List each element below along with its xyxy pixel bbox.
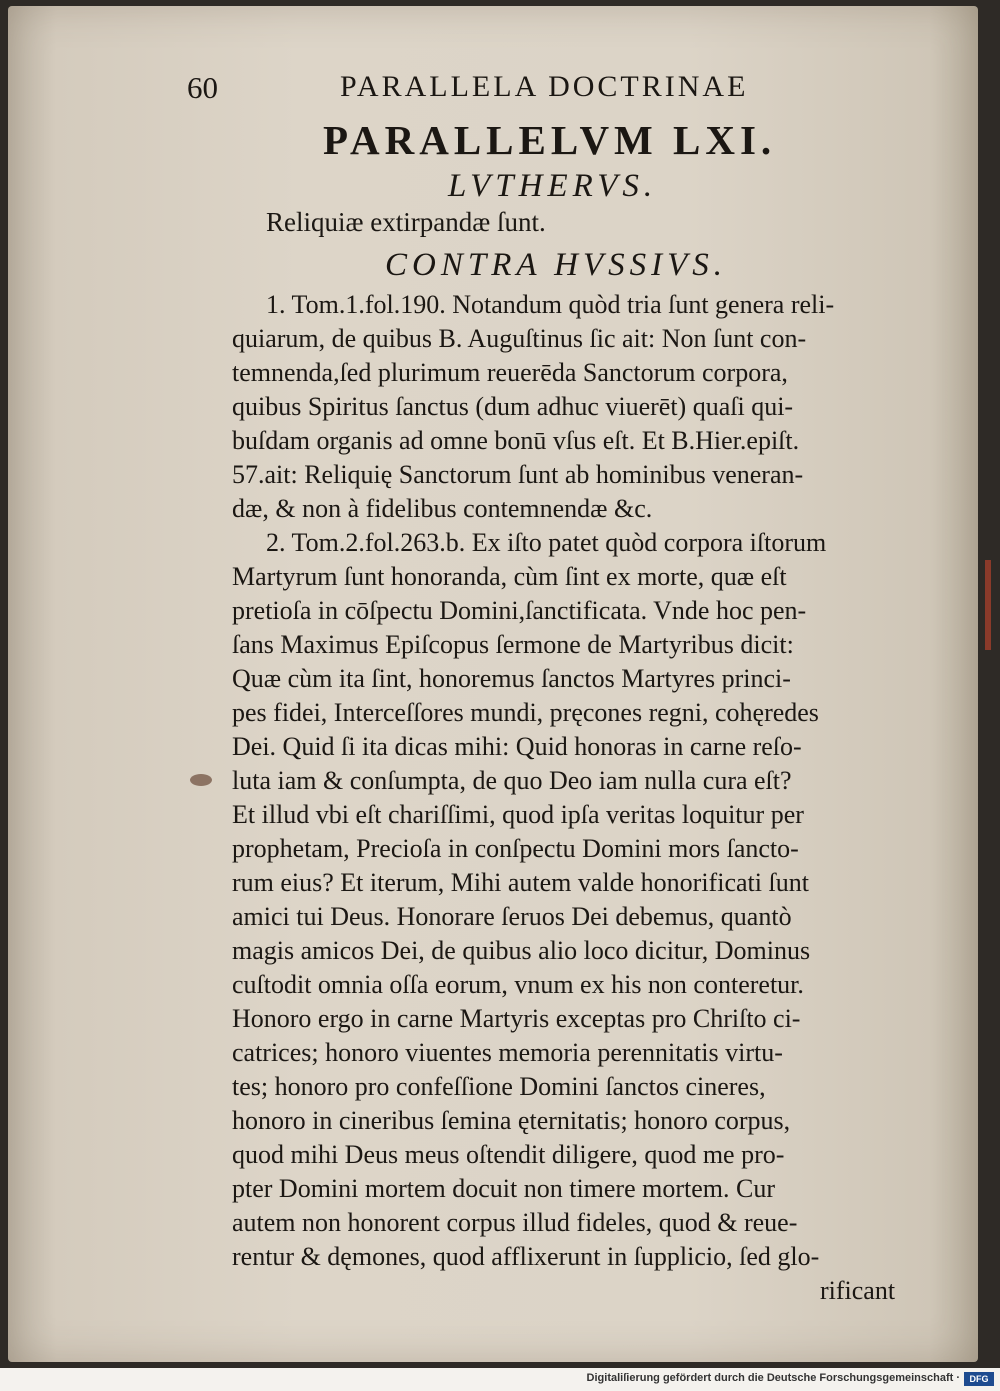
running-head: PARALLELA DOCTRINAE: [340, 70, 749, 103]
body-line: prophetam, Precioſa in conſpectu Domini mors ſancto-: [232, 834, 799, 863]
catchword: rificant: [820, 1276, 896, 1305]
body-line: catrices; honoro viuentes memoria perennitatis virtu-: [232, 1038, 783, 1067]
body-line: temnenda,ſed plurimum reuerēda Sanctorum corpora,: [232, 358, 788, 387]
body-line: Et illud vbi eſt chariſſimi, quod ipſa veritas loquitur per: [232, 800, 804, 829]
body-line: pes fidei, Interceſſores mundi, pręcones regni, cohęredes: [232, 698, 819, 727]
body-line: pter Domini mortem docuit non timere mortem. Cur: [232, 1174, 776, 1203]
section-title: PARALLELVM LXI.: [323, 117, 777, 163]
body-line: amici tui Deus. Honorare ſeruos Dei debemus, quantò: [232, 902, 792, 931]
body-line: quod mihi Deus meus oſtendit diligere, quod me pro-: [232, 1140, 785, 1169]
thesis-line: Reliquiæ extirpandæ ſunt.: [266, 207, 546, 237]
body-line: rum eius? Et iterum, Mihi autem valde honorificati ſunt: [232, 868, 809, 897]
contra-heading: CONTRA HVSSIVS.: [385, 247, 728, 283]
body-line: pretioſa in cōſpectu Domini,ſanctificata. Vnde hoc pen-: [232, 596, 807, 625]
digitization-footer: [0, 1368, 1000, 1391]
body-line: Martyrum ſunt honoranda, cùm ſint ex morte, quæ eſt: [232, 562, 787, 591]
body-line: 1. Tom.1.fol.190. Notandum quòd tria ſunt genera reli-: [266, 290, 835, 319]
body-line: honoro in cineribus ſemina ęternitatis; honoro corpus,: [232, 1106, 791, 1135]
dfg-logo: DFG: [964, 1372, 994, 1386]
body-line: rentur & dęmones, quod afflixerunt in ſupplicio, ſed glo-: [232, 1242, 820, 1271]
body-line: Quæ cùm ita ſint, honoremus ſanctos Martyres princi-: [232, 664, 791, 693]
body-line: Honoro ergo in carne Martyris exceptas pro Chriſto ci-: [232, 1004, 801, 1033]
body-line: quiarum, de quibus B. Auguſtinus ſic ait: Non ſunt con-: [232, 324, 807, 353]
body-line: 57.ait: Reliquię Sanctorum ſunt ab hominibus veneran-: [232, 460, 804, 489]
body-line: Dei. Quid ſi ita dicas mihi: Quid honoras in carne reſo-: [232, 732, 802, 761]
author-heading: LVTHERVS.: [448, 168, 658, 204]
body-line: luta iam & conſumpta, de quo Deo iam nulla cura eſt?: [232, 766, 792, 795]
body-line: autem non honorent corpus illud fideles, quod & reue-: [232, 1208, 798, 1237]
page-edge-tab: [985, 560, 991, 650]
body-line: dæ, & non à fidelibus contemnendæ &c.: [232, 494, 653, 523]
body-line: ſans Maximus Epiſcopus ſermone de Martyribus dicit:: [232, 630, 794, 659]
body-line: magis amicos Dei, de quibus alio loco dicitur, Dominus: [232, 936, 811, 965]
body-line: quibus Spiritus ſanctus (dum adhuc viuerēt) quaſi qui-: [232, 392, 794, 421]
page-number: 60: [187, 70, 218, 105]
funding-credit: Digitaliſierung gefördert durch die Deutsche Forschungsgemeinschaft ·: [586, 1372, 960, 1384]
body-line: cuſtodit omnia oſſa eorum, vnum ex his non conteretur.: [232, 970, 804, 999]
body-line: tes; honoro pro confeſſione Domini ſanctos cineres,: [232, 1072, 766, 1101]
body-line: 2. Tom.2.fol.263.b. Ex iſto patet quòd corpora iſtorum: [266, 528, 827, 557]
body-line: buſdam organis ad omne bonū vſus eſt. Et B.Hier.epiſt.: [232, 426, 800, 455]
ink-stain: [190, 774, 212, 786]
